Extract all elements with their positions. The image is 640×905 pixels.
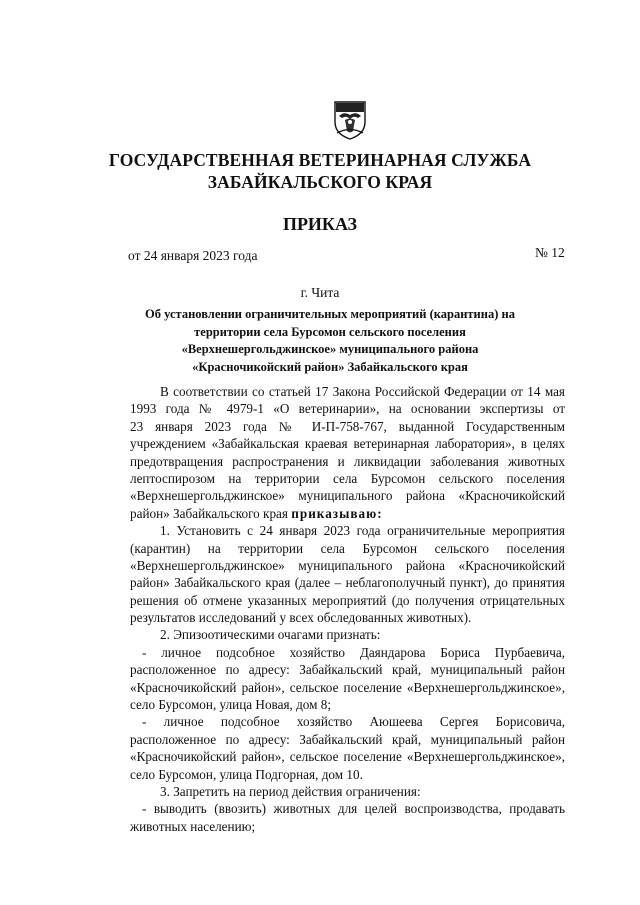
body-line: село Бурсомон, улица Подгорная, дом 10. xyxy=(130,766,363,782)
body-line: 2. Эпизоотическими очагами признать: xyxy=(160,627,381,643)
body-line: учреждением «Забайкальская краевая ветеринарная лаборатория», в целях xyxy=(130,436,565,452)
body-line: предотвращения распространения и ликвидации заболевания животных xyxy=(130,453,565,469)
body-line: 23 января 2023 года № И-П-758-767, выданной Государственным xyxy=(130,418,565,434)
body-line: - выводить (ввозить) животных для целей воспроизводства, продавать xyxy=(142,801,565,817)
document-number: № 12 xyxy=(535,245,565,260)
body-line: «Верхнешергольджинское» муниципального района «Красночикойский xyxy=(130,557,565,573)
body-line: «Красночикойский район», сельское поселение «Верхнешергольджинское», xyxy=(130,679,565,695)
body-line: расположенное по адресу: Забайкальский край, муниципальный район xyxy=(130,662,565,678)
body-line: результатов исследований у всех обследованных животных). xyxy=(130,610,472,626)
body-line: - личное подсобное хозяйство Даяндарова Бориса Пурбаевича, xyxy=(142,644,565,660)
body-line: расположенное по адресу: Забайкальский край, муниципальный район xyxy=(130,731,565,747)
title-line: «Верхнешергольджинское» муниципального района xyxy=(181,342,479,356)
organization-name-line-1: ГОСУДАРСТВЕННАЯ ВЕТЕРИНАРНАЯ СЛУЖБА xyxy=(108,150,532,170)
body-line: «Верхнешергольджинское» муниципального района «Красночикойский xyxy=(130,488,565,504)
body-line: село Бурсомон, улица Новая, дом 8; xyxy=(130,697,332,713)
body-line xyxy=(130,505,565,522)
document-title xyxy=(120,306,540,376)
body-line: «Красночикойский район», сельское поселение «Верхнешергольджинское», xyxy=(130,749,565,765)
body-line: район» Забайкальского края (далее – неблагополучный пункт), до принятия xyxy=(130,575,565,591)
body-line: 1993 года № 4979-1 «О ветеринарии», на основании экспертизы от xyxy=(130,401,565,417)
body-line: - личное подсобное хозяйство Аюшеева Сергея Борисовича, xyxy=(142,714,565,730)
title-line: «Красночикойский район» Забайкальского края xyxy=(192,359,468,374)
document-body xyxy=(130,383,565,835)
body-line: решения об отмене указанных мероприятий (до получения отрицательных xyxy=(130,592,565,608)
document-city: г. Чита xyxy=(300,285,340,300)
body-line: лептоспирозом на территории села Бурсомон сельского поселения xyxy=(130,470,565,486)
title-line: территории села Бурсомон сельского поселения xyxy=(194,324,466,339)
document-date: от 24 января 2023 года xyxy=(128,248,258,263)
body-line: 3. Запретить на период действия ограничения: xyxy=(160,783,421,799)
title-line: Об установлении ограничительных мероприятий (карантина) на xyxy=(145,307,515,321)
body-line: животных населению; xyxy=(130,818,256,834)
organization-name-line-2: ЗАБАЙКАЛЬСКОГО КРАЯ xyxy=(207,172,433,192)
preamble-ending: район» Забайкальского края xyxy=(130,505,292,521)
body-line: 1. Установить с 24 января 2023 года ограничительные мероприятия xyxy=(160,523,565,539)
document-type: ПРИКАЗ xyxy=(282,214,358,234)
body-line: В соответствии со статьей 17 Закона Российской Федерации от 14 мая xyxy=(160,384,565,399)
body-line: (карантин) на территории села Бурсомон сельского поселения xyxy=(130,540,565,556)
order-word: приказываю: xyxy=(291,505,383,521)
coat-of-arms-emblem xyxy=(333,100,367,140)
